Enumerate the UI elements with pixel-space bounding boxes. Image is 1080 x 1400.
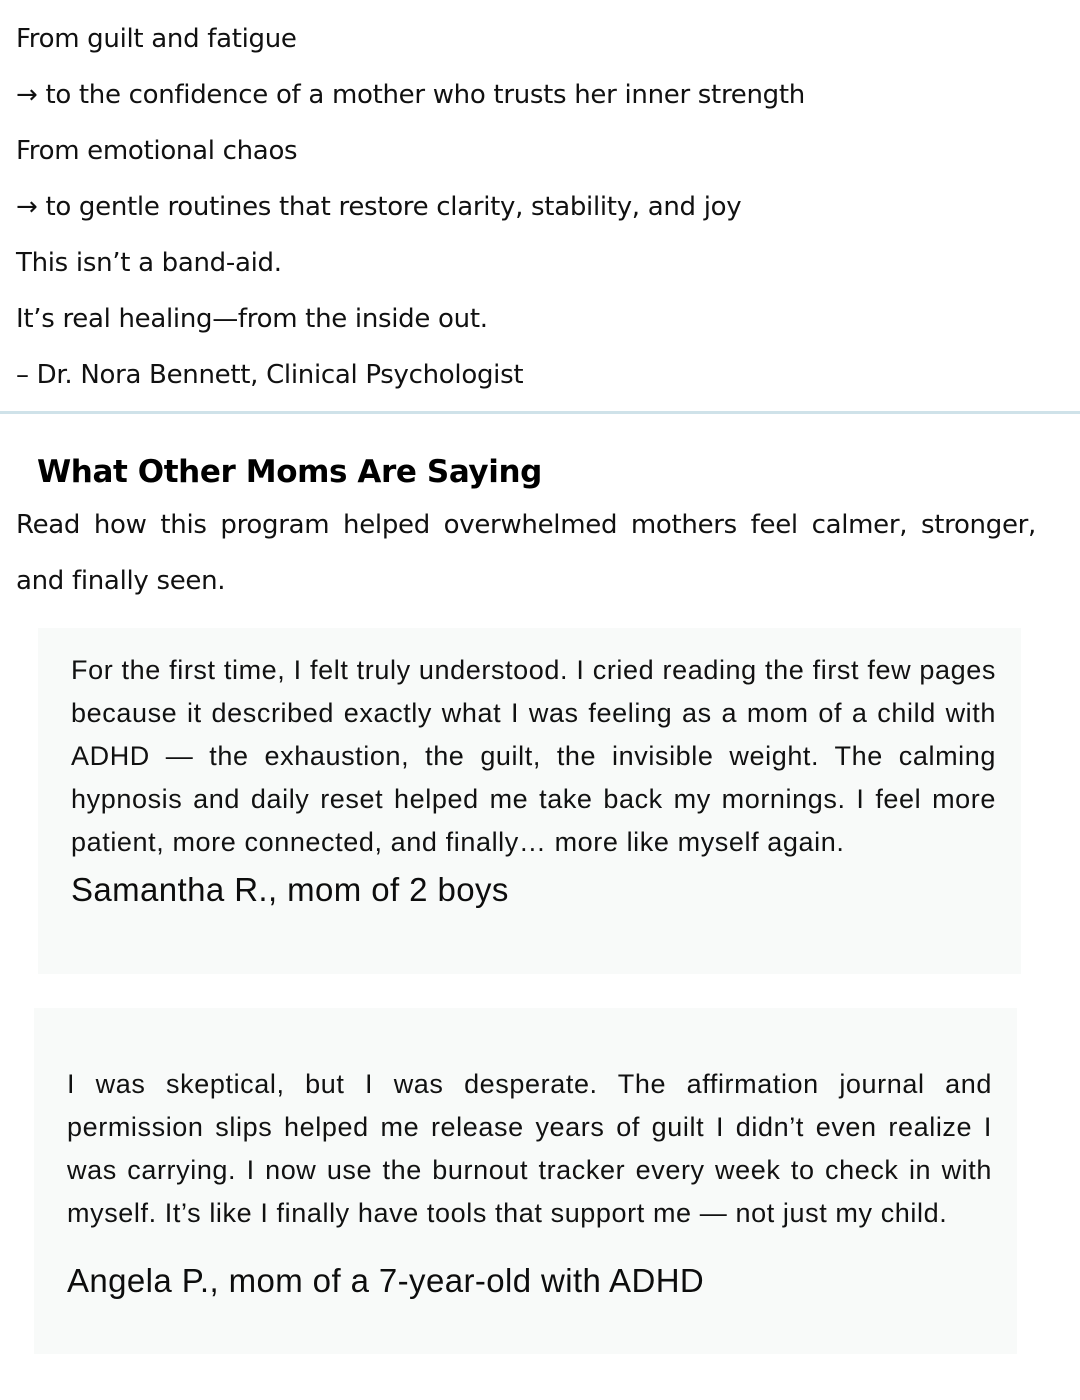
intro-line-guilt: From guilt and fatigue	[16, 24, 297, 54]
intro-line-healing: It’s real healing—from the inside out.	[16, 304, 488, 334]
testimonial-card	[38, 628, 1021, 974]
testimonial-quote: For the first time, I felt truly understood. I cried reading the first few pages because it described exactly what I was feeling as a mom of a child with ADHD — the exhaustion, the guilt, the invisible weight. The calming hypnosis and daily reset helped me take back my mornings. I feel more patient, more connected, and finally… more like myself again.	[71, 655, 996, 857]
testimonial-author: Samantha R., mom of 2 boys	[71, 871, 509, 908]
intro-line-chaos: From emotional chaos	[16, 136, 298, 166]
section-divider	[0, 411, 1080, 414]
intro-line-band-aid: This isn’t a band-aid.	[16, 248, 282, 278]
testimonial-quote: I was skeptical, but I was desperate. The affirmation journal and permission slips helped me release years of guilt I didn’t even realize I was carrying. I now use the burnout tracker every week to check in with myself. It’s like I finally have tools that support me — not just my child.	[67, 1069, 992, 1228]
intro-line-confidence: → to the confidence of a mother who trusts her inner strength	[16, 80, 805, 110]
intro-line-routines: → to gentle routines that restore clarity, stability, and joy	[16, 192, 742, 222]
testimonials-heading: What Other Moms Are Saying	[37, 454, 542, 490]
intro-attribution: – Dr. Nora Bennett, Clinical Psychologist	[16, 360, 524, 390]
testimonials-subtitle: Read how this program helped overwhelmed mothers feel calmer, stronger, and finally seen.	[16, 510, 1036, 596]
testimonial-card	[34, 1008, 1017, 1354]
testimonial-author: Angela P., mom of a 7-year-old with ADHD	[67, 1262, 705, 1299]
